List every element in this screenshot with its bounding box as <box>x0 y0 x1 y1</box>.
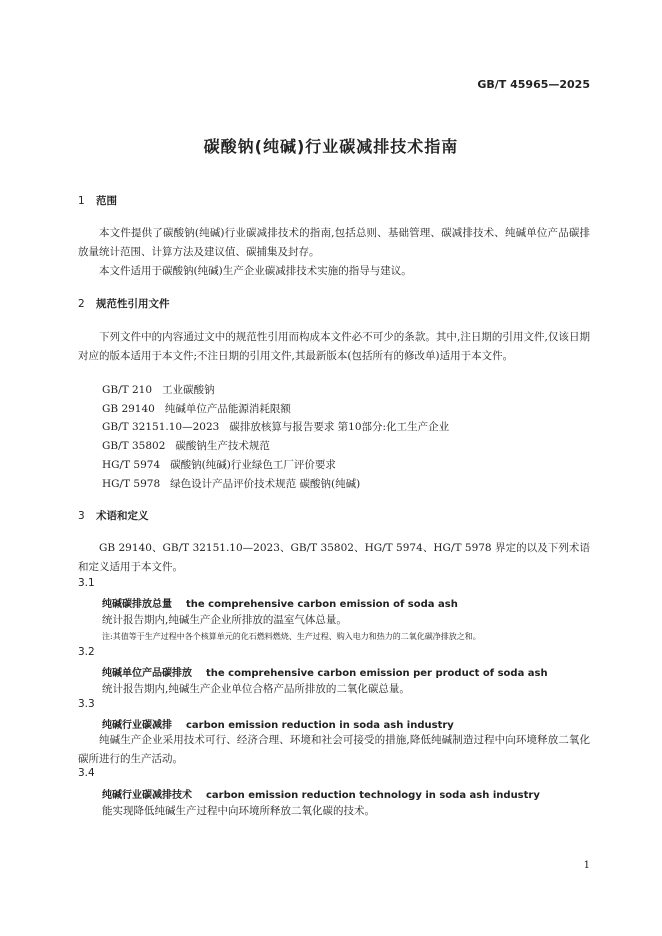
references-intro-paragraph: 下列文件中的内容通过文中的规范性引用而构成本文件必不可少的条款。其中,注日期的引用文件,仅该日期对应的版本适用于本文件;不注日期的引用文件,其最新版本(包括所有的修改单)适用于本文件。 <box>78 331 590 362</box>
term-number: 3.3 <box>78 698 95 710</box>
section-heading-scope <box>78 193 117 208</box>
standard-number: GB/T 45965—2025 <box>477 78 590 91</box>
reference-item <box>102 401 291 416</box>
page-number: 1 <box>583 860 590 871</box>
term-chinese: 纯碱单位产品碳排放 <box>102 668 192 679</box>
reference-title: 碳酸钠(纯碱)行业绿色工厂评价要求 <box>170 459 336 471</box>
term-heading <box>102 595 458 610</box>
term-note: 注:其值等于生产过程中各个核算单元的化石燃料燃烧、生产过程、购入电力和热力的二氧化碳净排放之和。 <box>102 632 481 641</box>
term-definition: 能实现降低纯碱生产过程中向环境所释放二氧化碳的技术。 <box>102 805 375 817</box>
reference-code: HG/T 5974 <box>102 459 161 471</box>
term-heading <box>102 716 454 731</box>
term-chinese: 纯碱碳排放总量 <box>102 599 172 610</box>
reference-code: GB/T 32151.10—2023 <box>102 421 220 433</box>
reference-item <box>102 438 270 453</box>
term-english: the comprehensive carbon emission of soda ash <box>186 599 458 610</box>
reference-item <box>102 457 336 472</box>
reference-code: HG/T 5978 <box>102 478 161 490</box>
section-number: 1 <box>78 195 85 207</box>
section-title: 术语和定义 <box>96 510 149 522</box>
section-number: 2 <box>78 298 85 310</box>
section-heading-terms-and-definitions <box>78 508 149 523</box>
term-chinese: 纯碱行业碳减排技术 <box>102 790 192 801</box>
reference-title: 碳酸钠生产技术规范 <box>175 440 270 452</box>
section-title: 范围 <box>96 195 117 207</box>
term-number: 3.1 <box>78 577 95 589</box>
term-heading <box>102 664 548 679</box>
reference-title: 碳排放核算与报告要求 第10部分:化工生产企业 <box>229 421 450 433</box>
term-heading <box>102 786 540 801</box>
reference-title: 工业碳酸钠 <box>162 384 215 396</box>
reference-code: GB/T 35802 <box>102 440 166 452</box>
term-definition: 统计报告期内,纯碱生产企业所排放的温室气体总量。 <box>102 614 347 626</box>
reference-item <box>102 476 360 491</box>
section-number: 3 <box>78 510 85 522</box>
document-title: 碳酸钠(纯碱)行业碳减排技术指南 <box>203 137 459 156</box>
reference-title: 绿色设计产品评价技术规范 碳酸钠(纯碱) <box>170 478 361 490</box>
term-english: carbon emission reduction technology in soda ash industry <box>206 790 540 801</box>
reference-code: GB 29140 <box>102 403 155 415</box>
section-title: 规范性引用文件 <box>96 298 170 310</box>
term-chinese: 纯碱行业碳减排 <box>102 720 172 731</box>
reference-title: 纯碱单位产品能源消耗限额 <box>164 403 291 415</box>
reference-item <box>102 419 449 434</box>
terms-intro-paragraph: GB 29140、GB/T 32151.10—2023、GB/T 35802、HG/T 5974、HG/T 5978 界定的以及下列术语和定义适用于本文件。 <box>78 542 590 573</box>
term-english: the comprehensive carbon emission per product of soda ash <box>206 668 548 679</box>
term-definition: 纯碱生产企业采用技术可行、经济合理、环境和社会可接受的措施,降低纯碱制造过程中向环境释放二氧化碳所进行的生产活动。 <box>78 734 590 765</box>
scope-paragraph-2: 本文件适用于碳酸钠(纯碱)生产企业碳减排技术实施的指导与建议。 <box>99 265 412 277</box>
reference-item <box>102 382 215 397</box>
section-heading-normative-references <box>78 296 170 311</box>
term-number: 3.2 <box>78 646 95 658</box>
term-definition: 统计报告期内,纯碱生产企业单位合格产品所排放的二氧化碳总量。 <box>102 683 410 695</box>
scope-paragraph-1: 本文件提供了碳酸钠(纯碱)行业碳减排技术的指南,包括总则、基础管理、碳减排技术、纯碱单位产品碳排放量统计范围、计算方法及建议值、碳捕集及封存。 <box>78 227 590 258</box>
term-english: carbon emission reduction in soda ash industry <box>186 720 454 731</box>
term-number: 3.4 <box>78 767 95 779</box>
reference-code: GB/T 210 <box>102 384 153 396</box>
